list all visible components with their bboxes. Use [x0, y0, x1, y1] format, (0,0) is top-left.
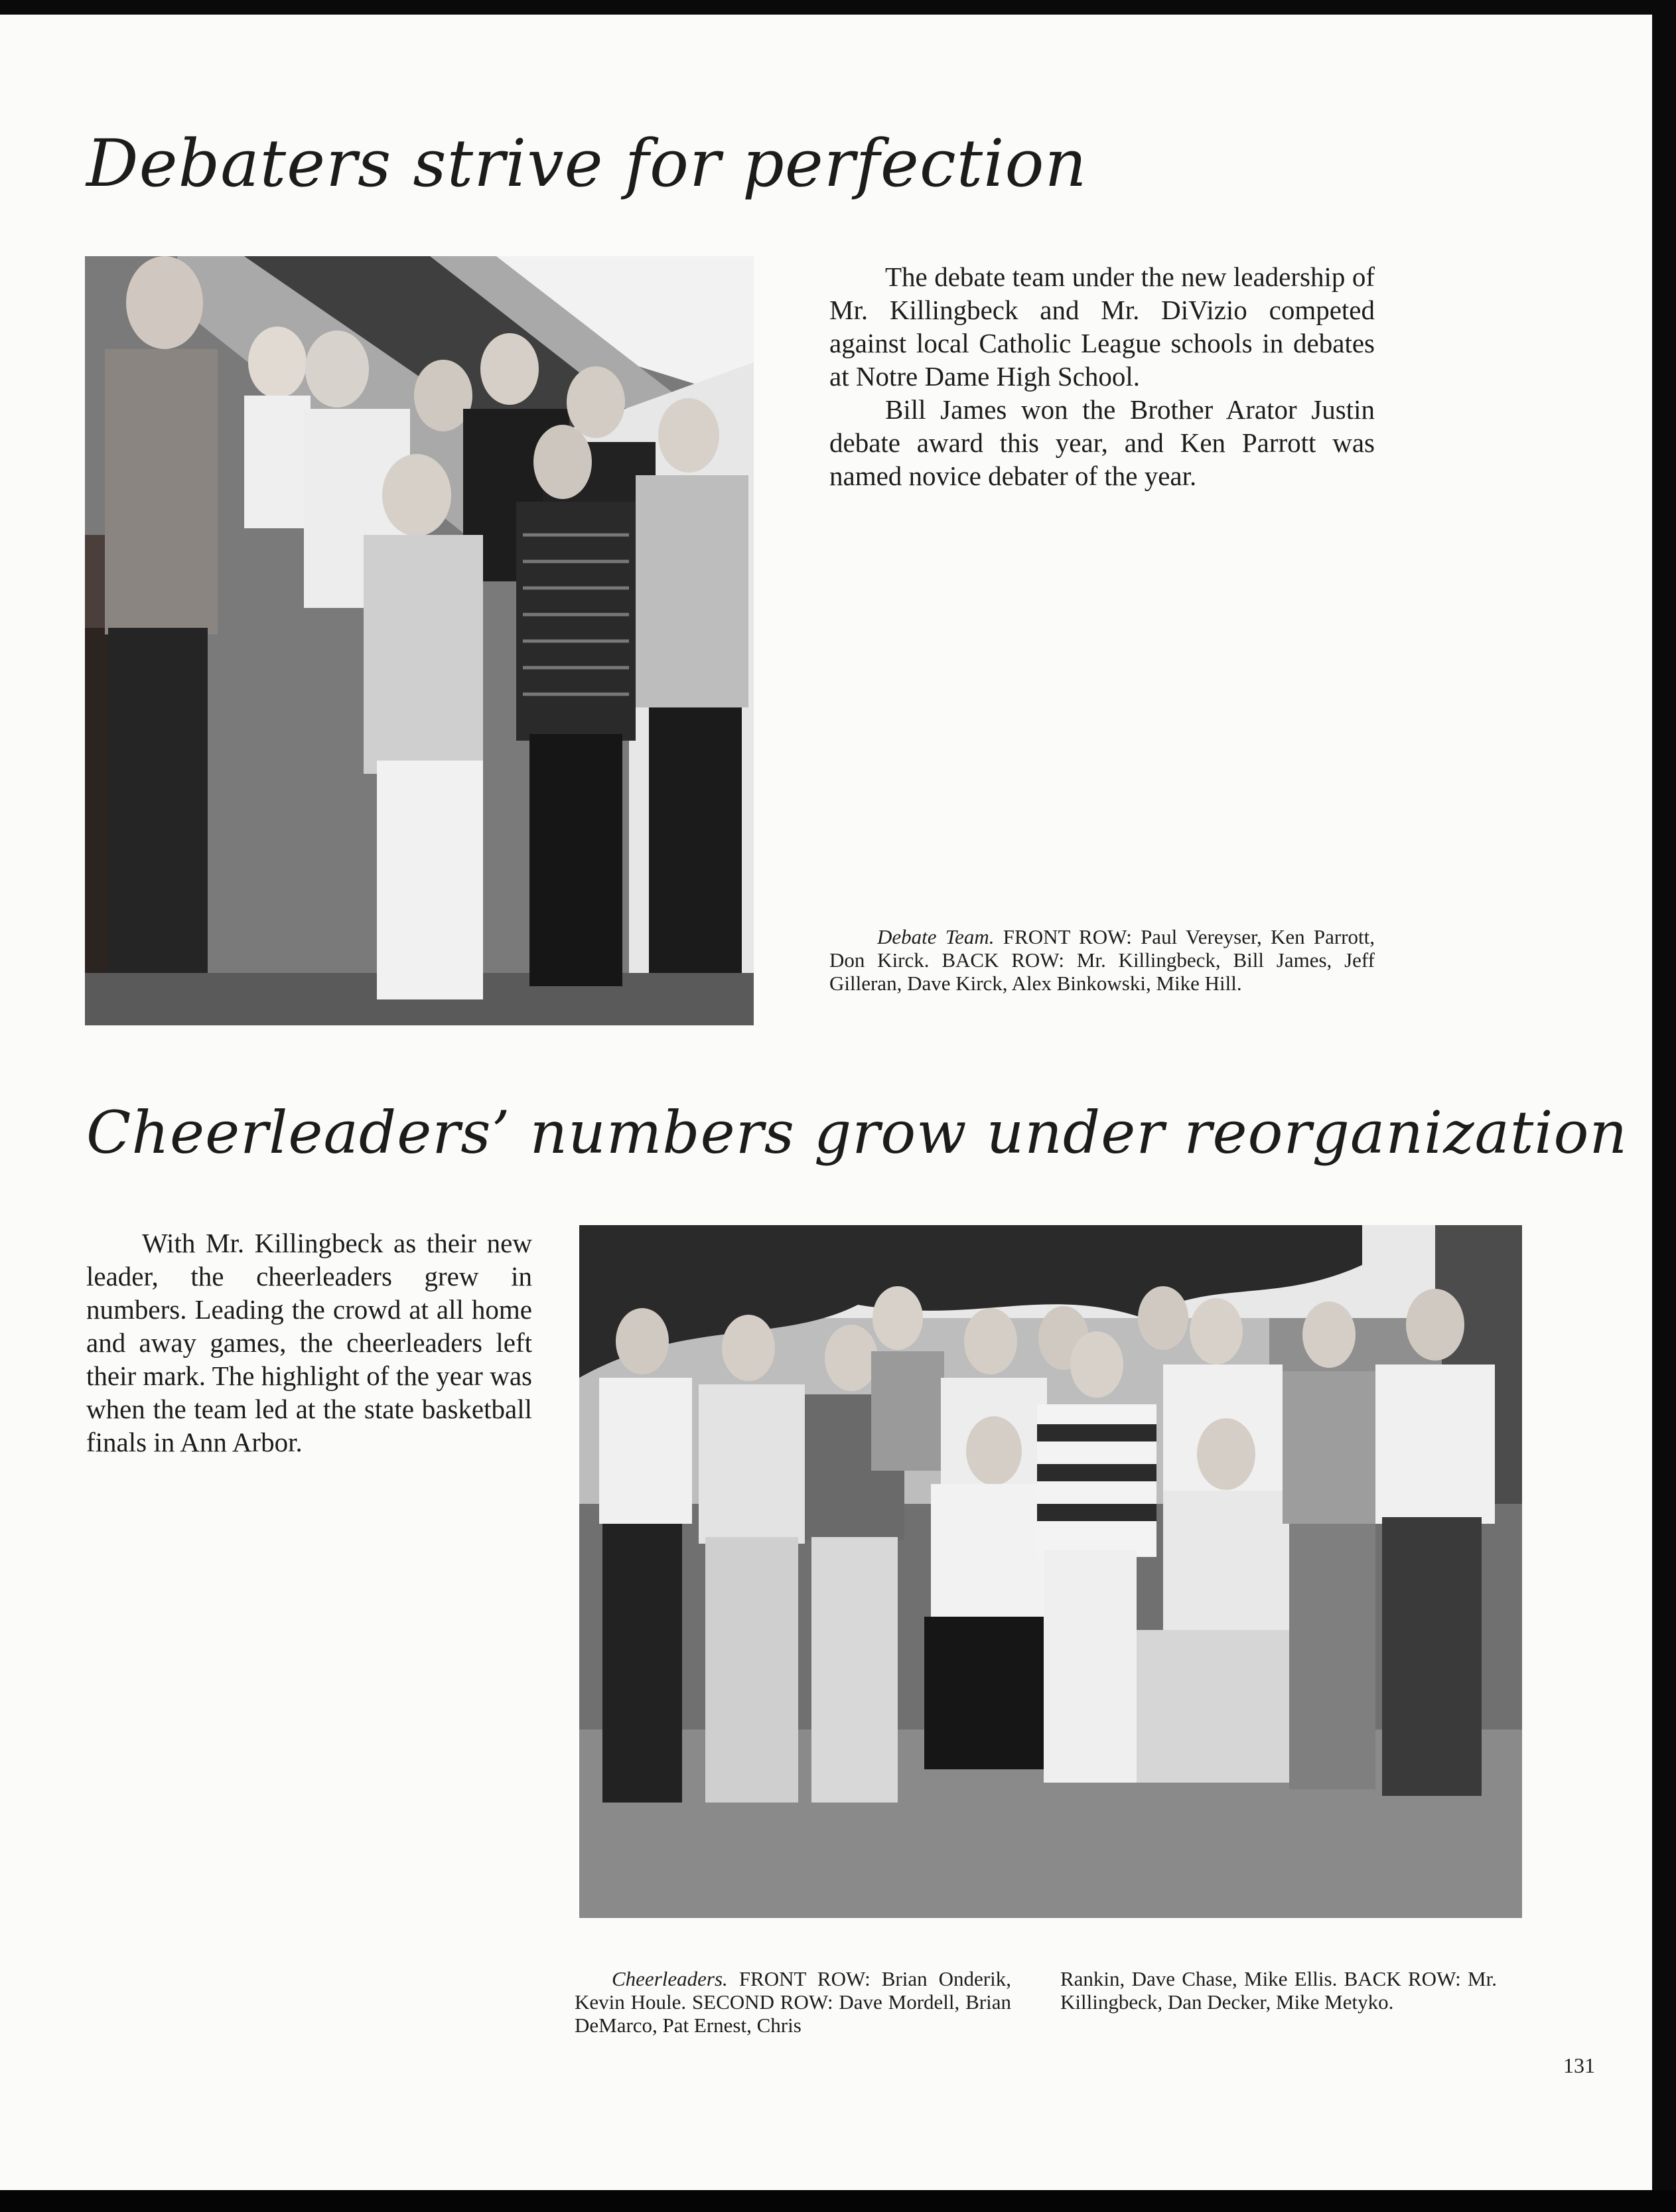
cheerleaders-team-photo	[579, 1225, 1522, 1918]
cheerleaders-article-text	[86, 1226, 532, 1459]
debate-paragraph-1: The debate team under the new leadership of Mr. Killingbeck and Mr. DiVizio competed against local Catholic League schools in debates at Notre Dame High School.	[829, 261, 1375, 392]
debate-paragraph-2: Bill James won the Brother Arator Justin debate award this year, and Ken Parrott was named novice debater of the year.	[829, 394, 1375, 491]
debate-caption-names: FRONT ROW: Paul Vereyser, Ken Parrott, Don Kirck. BACK ROW: Mr. Killingbeck, Bill James, Jeff Gilleran, Dave Kirck, Alex Binkowski, Mike Hill.	[829, 925, 1375, 995]
debate-photo-caption	[829, 925, 1375, 995]
scan-border-bottom	[0, 2190, 1676, 2212]
debate-caption-title: Debate Team.	[877, 925, 995, 948]
cheerleaders-caption-title: Cheerleaders.	[612, 1967, 728, 1990]
cheerleaders-caption-column-1	[575, 1967, 1011, 2037]
scan-border-right	[1652, 0, 1676, 2212]
page-number: 131	[1563, 2053, 1595, 2077]
scan-border-top	[0, 0, 1676, 15]
cheerleaders-headline: Cheerleaders’ numbers grow under reorganization	[86, 1098, 1628, 1167]
cheerleaders-paragraph: With Mr. Killingbeck as their new leader, the cheerleaders grew in numbers. Leading the crowd at all home and away games, the cheerleaders left their mark. The highlight of the year was when the team led at the state basketball finals in Ann Arbor.	[86, 1228, 532, 1457]
cheerleaders-caption-column-2: Rankin, Dave Chase, Mike Ellis. BACK ROW: Mr. Killingbeck, Dan Decker, Mike Metyko.	[1060, 1967, 1497, 2014]
debate-article-text	[829, 260, 1375, 492]
debate-headline: Debaters strive for perfection	[86, 126, 1087, 202]
debate-team-photo	[85, 256, 754, 1025]
cheerleaders-caption-names-1: FRONT ROW: Brian Onderik, Kevin Houle. SECOND ROW: Dave Mordell, Brian DeMarco, Pat Ernest, Chris	[575, 1967, 1011, 2037]
